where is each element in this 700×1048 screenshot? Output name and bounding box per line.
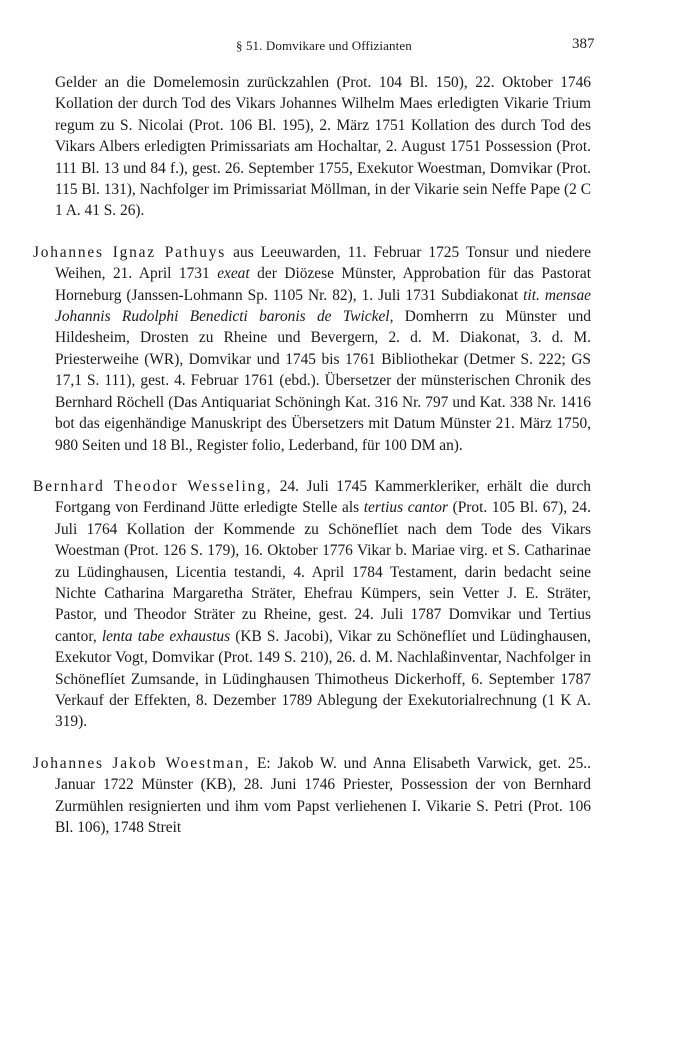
person-name: Bernhard Theodor Wesseling, — [33, 477, 273, 495]
latin-term: exeat — [217, 265, 250, 283]
entry-text: aus Leeuwarden, 11. Februar 1725 Tonsur und niedere Weihen, 21. April 1731 — [55, 243, 591, 283]
entry-text: 24. Juli 1745 Kammerkleriker, erhält die durch Fortgang von Ferdinand Jütte erledigte Stelle als — [55, 477, 591, 517]
entry-text: E: Jakob W. und Anna Elisabeth Varwick, get. 25.. Januar 1722 Münster (KB), 28. Juni 1746 Priester, Possession der von Bernhard Zurmühlen resignierten und ihm vom Papst verliehenen I. Vikarie S. Petri (Prot. 106 Bl. 106), 1748 Streit — [55, 754, 591, 836]
entry-text: (Prot. 105 Bl. 67), 24. Juli 1764 Kollation der Kommende zu Schöneflíet nach dem Tode des Vikars Woestman (Prot. 126 S. 179), 16. Oktober 1776 Vikar b. Mariae virg. et S. Catharinae zu Lüdinghausen, Licentia testandi, 4. April 1784 Testament, darin bedacht seine Nichte Catharina Margaretha Sträter, Ehefrau Kümpers, sein Vetter J. E. Sträter, Pastor, und Theodor Sträter zu Rheine, gest. 24. Juli 1787 Domvikar und Tertius cantor, — [55, 499, 591, 645]
text-column — [33, 72, 591, 838]
entry-text: der Diözese Münster, Approbation für das Pastorat Horneburg (Janssen-Lohmann Sp. 1105 Nr. 82), 1. Juli 1731 Subdiakonat — [55, 265, 591, 304]
person-name: Johannes Jakob Woestman, — [33, 754, 251, 772]
entry-text: Domherrn zu Münster und Hildesheim, Drosten zu Rheine und Bevergern, 2. d. M. Diakonat, 3. d. M. Priesterweihe (WR), Domvikar und 1745 bis 1761 Bibliothekar (Detmer S. 222; GS 17,1 S. 111), gest. 4. Februar 1761 (ebd.). Übersetzer der münsterischen Chronik des Bernhard Röchell (Das Antiquariat Schöningh Kat. 316 Nr. 797 und Kat. 338 Nr. 1416 bot das eigenhändige Manuskript des Übersetzers mit Datum Münster 21. März 1750, 980 Seiten und 18 Bl., Register folio, Lederband, für 100 DM an). — [55, 308, 591, 454]
entry-wesseling — [33, 476, 591, 733]
entry-continuation — [33, 72, 591, 222]
entry-woestman — [33, 753, 591, 839]
latin-term: lenta tabe exhaustus — [101, 627, 231, 645]
page-number: 387 — [572, 36, 595, 52]
entry-text: (KB S. Jacobi), Vikar zu Schöneflíet und Lüdinghausen, Exekutor Vogt, Domvikar (Prot. 149 S. 210), 26. d. M. Nachlaßinventar, Nachfolger in Schöneflíet Zumsande, in Lüdinghausen Thimotheus Dickerhoff, 6. September 1787 Verkauf der Effekten, 8. Dezember 1789 Ablegung der Exekutorialrechnung (1 K A. 319). — [55, 627, 591, 731]
entry-pathuys — [33, 242, 591, 456]
person-name: Johannes Ignaz Pathuys — [33, 243, 227, 261]
running-head: § 51. Domvikare und Offizianten — [236, 38, 412, 53]
entry-text: Gelder an die Domelemosin zurückzahlen (Prot. 104 Bl. 150), 22. Oktober 1746 Kollation der durch Tod des Vikars Johannes Wilhelm Maes erledigten Vikarie Trium regum zu S. Nicolai (Prot. 106 Bl. 195), 2. März 1751 Kollation des durch Tod des Vikars Albers erledigten Primissariats am Hochaltar, 2. August 1751 Possession (Prot. 111 Bl. 13 und 84 f.), gest. 26. September 1755, Exekutor Woestman, Domvikar (Prot. 115 Bl. 131), Nachfolger im Primissariat Möllman, in der Vikarie sein Neffe Pape (2 C 1 A. 41 S. 26). — [55, 74, 591, 220]
latin-term: tit. mensae Johannis Rudolphi Benedicti baronis de Twickel, — [55, 286, 591, 326]
latin-term: tertius cantor — [363, 499, 448, 517]
